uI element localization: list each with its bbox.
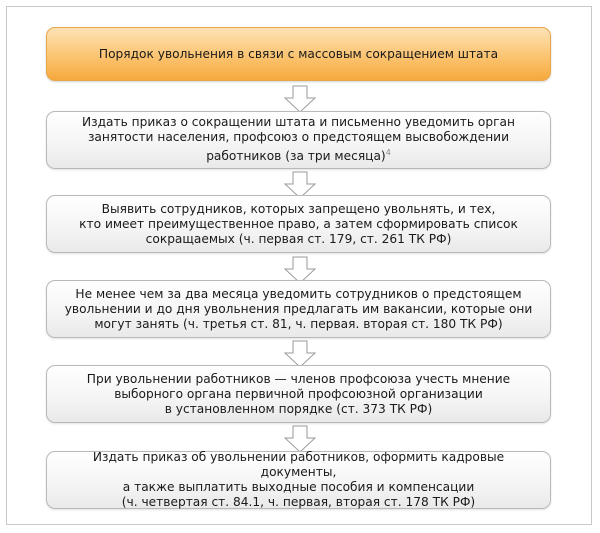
down-arrow-icon: [284, 340, 316, 368]
down-arrow-icon: [284, 85, 316, 113]
step-box-5: [46, 451, 551, 509]
step-text-4: При увольнении работников — членов профсоюза учесть мнение выборного органа первичной профсоюзной организации в установленном порядке (ст. 373 ТК РФ): [86, 371, 511, 416]
header-title: Порядок увольнения в связи с массовым сокращением штата: [98, 46, 499, 61]
step-text-3: Не менее чем за два месяца уведомить сотрудников о предстоящем увольнении и до дня увольнения предлагать им вакансии, которые они могут занять (ч. третья ст. 81, ч. первая. вторая ст. 180 ТК РФ): [64, 286, 533, 331]
step-text-2: Выявить сотрудников, которых запрещено увольнять, и тех, кто имеет преимущественное право, а затем сформировать список сокращаемых (ч. первая ст. 179, ст. 261 ТК РФ): [79, 201, 518, 246]
step-box-4: [46, 365, 551, 423]
step-box-3: [46, 280, 551, 338]
step-box-1: [46, 111, 551, 169]
step-text-1: Издать приказ о сокращении штата и письменно уведомить орган занятости населения, профсоюз о предстоящем высвобождении работников (за три месяца): [82, 115, 515, 164]
step-text-5: Издать приказ об увольнении работников, оформить кадровые документы, а также выплатить выходные пособия и компенсации (ч. четвертая ст. 84.1, ч. первая, вторая ст. 178 ТК РФ): [92, 450, 505, 509]
header-box: [46, 27, 551, 81]
step-box-2: [46, 195, 551, 253]
down-arrow-icon: [284, 425, 316, 453]
footnote-marker: 4: [385, 148, 391, 158]
